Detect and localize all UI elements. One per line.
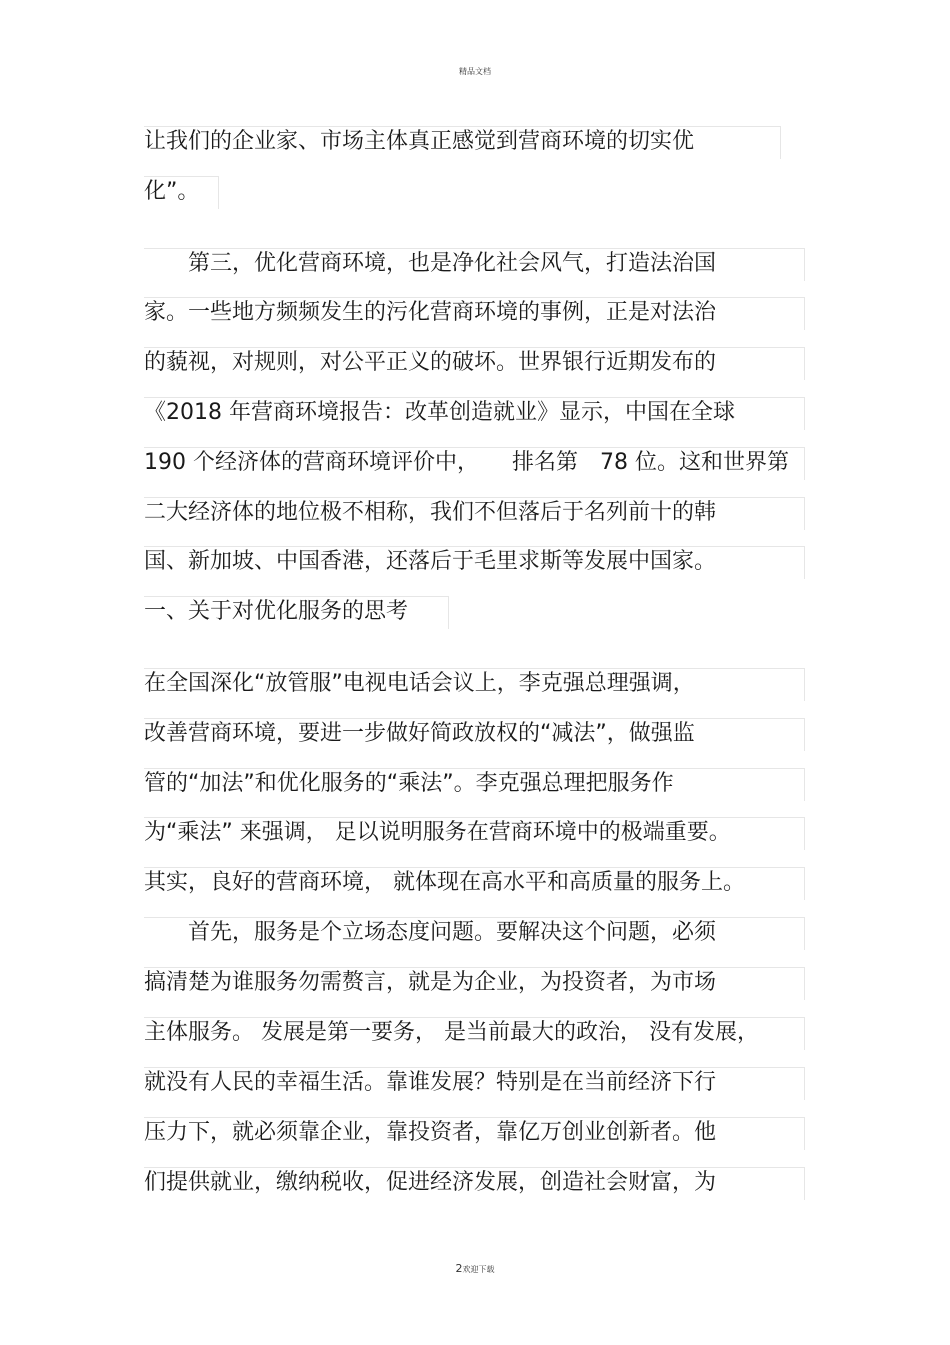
text-line: 190 个经济体的营商环境评价中， 排名第 78 位。这和世界第 bbox=[144, 450, 789, 475]
text-line: 压力下，就必须靠企业，靠投资者，靠亿万创业创新者。他 bbox=[144, 1120, 717, 1145]
text-line: 第三，优化营商环境，也是净化社会风气，打造法治国 bbox=[144, 251, 717, 276]
text-line: 家。一些地方频频发生的污化营商环境的事例，正是对法治 bbox=[144, 300, 717, 325]
text-line: 国、新加坡、中国香港，还落后于毛里求斯等发展中国家。 bbox=[144, 549, 717, 574]
text-line: 的藐视，对规则，对公平正义的破坏。世界银行近期发布的 bbox=[144, 350, 717, 375]
text-line: 化”。 bbox=[144, 179, 200, 204]
text-line: 为“乘法” 来强调， 足以说明服务在营商环境中的极端重要。 bbox=[144, 820, 731, 845]
text-line: 就没有人民的幸福生活。靠谁发展？特别是在当前经济下行 bbox=[144, 1070, 717, 1095]
text-line: 在全国深化“放管服”电视电话会议上，李克强总理强调， bbox=[144, 671, 695, 696]
text-line: 让我们的企业家、市场主体真正感觉到营商环境的切实优 bbox=[144, 129, 695, 154]
text-line: 《2018 年营商环境报告：改革创造就业》显示，中国在全球 bbox=[144, 400, 735, 425]
text-line: 其实，良好的营商环境， 就体现在高水平和高质量的服务上。 bbox=[144, 870, 745, 895]
text-line: 搞清楚为谁服务勿需赘言，就是为企业，为投资者，为市场 bbox=[144, 970, 717, 995]
text-line: 改善营商环境，要进一步做好简政放权的“减法”，做强监 bbox=[144, 721, 695, 746]
page-number: 2 bbox=[455, 1262, 463, 1275]
text-line: 们提供就业，缴纳税收，促进经济发展，创造社会财富，为 bbox=[144, 1170, 717, 1195]
text-line: 二大经济体的地位极不相称，我们不但落后于名列前十的韩 bbox=[144, 500, 717, 525]
page-footer bbox=[0, 1262, 950, 1275]
text-line: 管的“加法”和优化服务的“乘法”。李克强总理把服务作 bbox=[144, 771, 674, 796]
footer-text: 欢迎下载 bbox=[462, 1265, 495, 1274]
text-line: 主体服务。 发展是第一要务， 是当前最大的政治， 没有发展， bbox=[144, 1020, 759, 1045]
section-heading: 一、关于对优化服务的思考 bbox=[144, 599, 409, 624]
page-header: 精品文档 bbox=[459, 67, 491, 76]
text-line: 首先，服务是个立场态度问题。要解决这个问题，必须 bbox=[144, 920, 717, 945]
